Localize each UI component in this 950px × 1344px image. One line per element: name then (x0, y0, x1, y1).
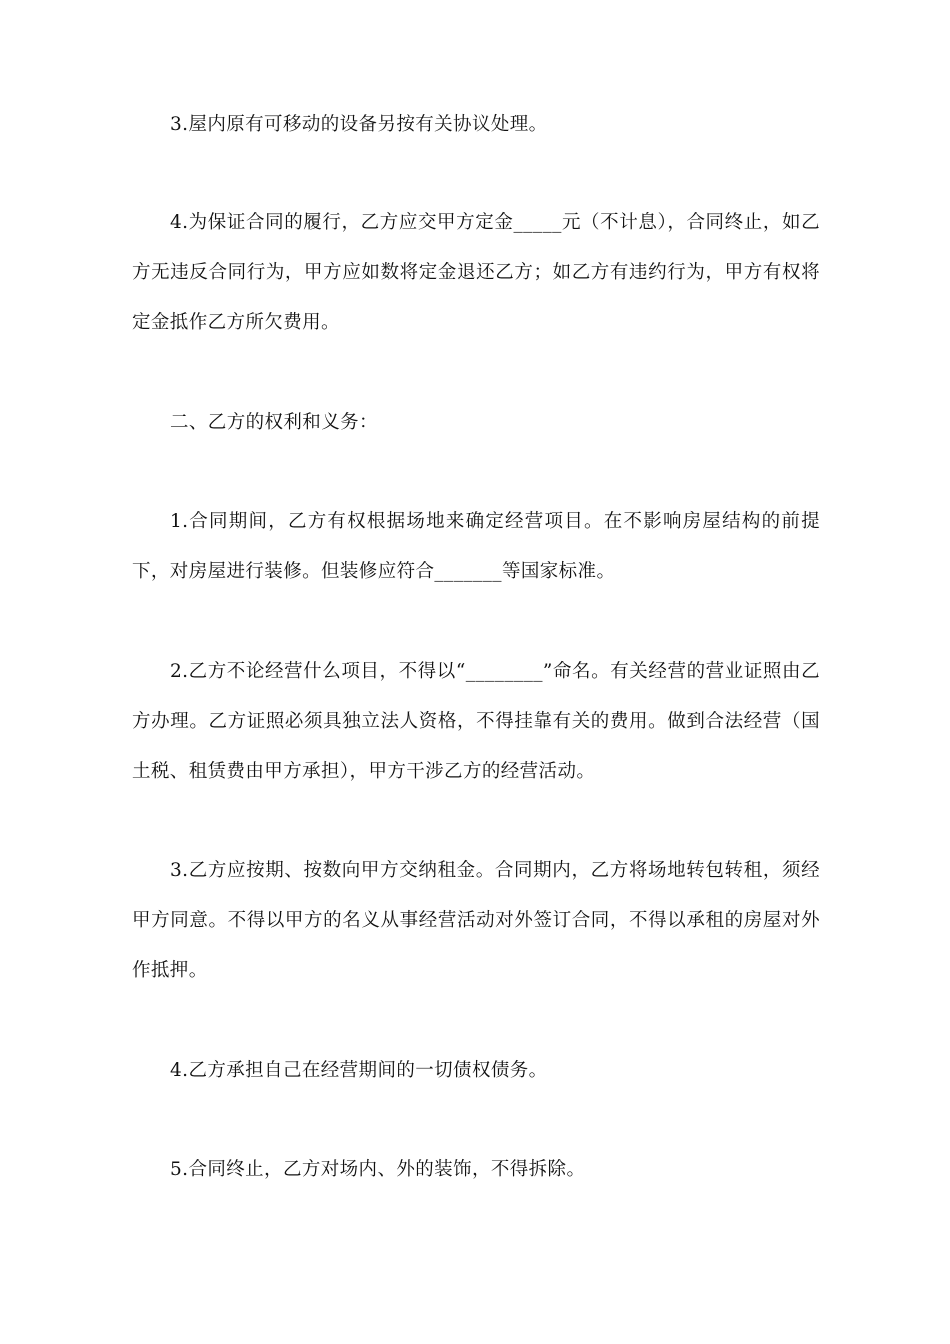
clause-2-2: 2.乙方不论经营什么项目，不得以“________”命名。有关经营的营业证照由乙方办理。乙方证照必须具独立法人资格，不得挂靠有关的费用。做到合法经营（国土税、租赁费由甲方承担），甲方干涉乙方的经营活动。 (132, 661, 820, 782)
clause-2-5: 5.合同终止，乙方对场内、外的装饰，不得拆除。 (170, 1159, 586, 1180)
clause-1-4: 4.为保证合同的履行，乙方应交甲方定金_____元（不计息），合同终止，如乙方无违反合同行为，甲方应如数将定金退还乙方；如乙方有违约行为，甲方有权将定金抵作乙方所欠费用。 (132, 212, 820, 333)
clause-2-3: 3.乙方应按期、按数向甲方交纳租金。合同期内，乙方将场地转包转租，须经甲方同意。不得以甲方的名义从事经营活动对外签订合同，不得以承租的房屋对外作抵押。 (132, 860, 820, 981)
clause-2-1: 1.合同期间，乙方有权根据场地来确定经营项目。在不影响房屋结构的前提下，对房屋进行装修。但装修应符合_______等国家标准。 (132, 511, 820, 582)
section-heading-2: 二、乙方的权利和义务： (170, 412, 378, 433)
clause-1-3: 3.屋内原有可移动的设备另按有关协议处理。 (170, 114, 548, 135)
clause-2-4: 4.乙方承担自己在经营期间的一切债权债务。 (170, 1060, 548, 1081)
